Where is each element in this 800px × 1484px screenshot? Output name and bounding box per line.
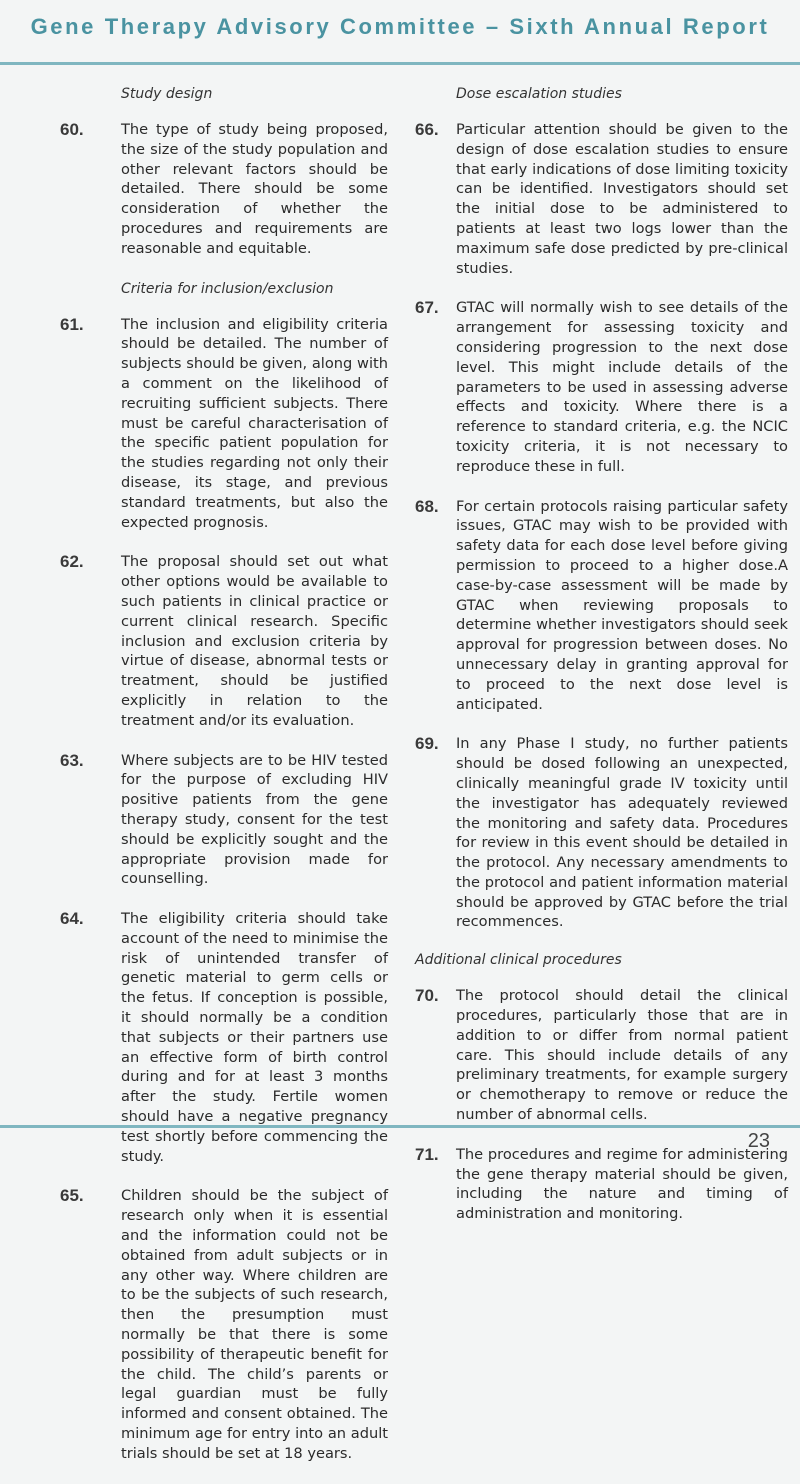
section-heading: Additional clinical procedures (415, 952, 622, 969)
paragraph-text: GTAC will normally wish to see details of the arrangement for assessing toxicity and considering progression to the next dose level. This might include details of the parameters to be used in assessing adverse effects and toxicity. Where there is a reference to standard criteria, e.g. the NCIC toxicity criteria, it is not necessary to reproduce these in full. (456, 299, 788, 475)
paragraph-number: 65. (60, 1186, 84, 1206)
paragraph-number: 70. (415, 986, 439, 1006)
report-header: Gene Therapy Advisory Committee – Sixth Annual Report (30, 14, 770, 39)
page-number: 23 (747, 1130, 770, 1152)
paragraph-text: For certain protocols raising particular safety issues, GTAC may wish to be provided with safety data for each dose level before giving permission to proceed to a higher dose.A case-by-case assessment will be made by GTAC when reviewing proposals to determine whether investigators should seek approval for progression between doses. No unnecessary delay in granting approval for to proceed to the next dose level is anticipated. (456, 497, 788, 713)
paragraph-67 (415, 298, 788, 476)
paragraph-60 (60, 120, 388, 259)
paragraph-text: Children should be the subject of research only when it is essential and the information could not be obtained from adult subjects or in any other way. Where children are to be the subjects of such research, then the presumption must normally be that there is some possibility of therapeutic benefit for the child. The child’s parents or legal guardian must be fully informed and consent obtained. The minimum age for entry into an adult trials should be set at 18 years. (121, 1187, 388, 1462)
paragraph-text: The procedures and regime for administering the gene therapy material should be given, including the nature and timing of administration and monitoring. (456, 1145, 788, 1223)
paragraph-61 (60, 314, 388, 533)
paragraph-63 (60, 750, 388, 890)
paragraph-text: The proposal should set out what other options would be available to such patients in clinical practice or current clinical research. Specific inclusion and exclusion criteria by virtue of disease, abnormal tests or treatment, should be justified explicitly in relation to the treatment and/or its evaluation. (121, 553, 388, 729)
paragraph-number: 61. (60, 314, 84, 334)
paragraph-66 (415, 120, 788, 278)
paragraph-text: The inclusion and eligibility criteria should be detailed. The number of subjects should be given, along with a comment on the likelihood of recruiting sufficient subjects. There must be careful characterisation of the specific patient population for the studies regarding not only their disease, its stage, and previous standard treatments, but also the expected prognosis. (121, 315, 388, 531)
paragraph-text: The protocol should detail the clinical procedures, particularly those that are in addition to or differ from normal patient care. This should include details of any preliminary treatments, for example surgery or chemotherapy to remove or reduce the number of abnormal cells. (456, 987, 788, 1124)
paragraph-number: 60. (60, 120, 84, 139)
paragraph-number: 68. (415, 496, 439, 516)
section-heading: Criteria for inclusion/exclusion (121, 280, 334, 297)
paragraph-text: The type of study being proposed, the size of the study population and other relevant factors should be detailed. There should be some consideration of whether the procedures and requirements are reasonable and equitable. (121, 121, 388, 257)
right-column (415, 86, 788, 1244)
paragraph-number: 64. (60, 909, 84, 929)
footer-rule (0, 1125, 800, 1128)
paragraph-62 (60, 552, 388, 730)
paragraph-text: In any Phase I study, no further patients should be dosed following an unexpected, clinically meaningful grade IV toxicity until the investigator has adequately reviewed the monitoring and safety data. Procedures for review in this event should be detailed in the protocol. Any necessary amendments to the protocol and patient information material should be approved by GTAC before the trial recommences. (456, 735, 788, 931)
section-heading: Dose escalation studies (456, 86, 622, 102)
paragraph-text: Particular attention should be given to the design of dose escalation studies to ensure that early indications of dose limiting toxicity can be identified. Investigators should set the initial dose to be administered to patients at least two logs lower than the maximum safe dose predicted by pre-clinical studies. (456, 121, 788, 277)
paragraph-number: 69. (415, 734, 439, 754)
paragraph-70 (415, 986, 788, 1125)
paragraph-65 (60, 1186, 388, 1463)
paragraph-text: The eligibility criteria should take account of the need to minimise the risk of unintended transfer of genetic material to germ cells or the fetus. If conception is possible, it should normally be a condition that subjects or their partners use an effective form of birth control during and for at least 3 months after the study. Fertile women should have a negative pregnancy test shortly before commencing the study. (121, 910, 388, 1165)
paragraph-number: 71. (415, 1144, 439, 1164)
paragraph-number: 63. (60, 750, 84, 770)
paragraph-69 (415, 734, 788, 932)
section-heading: Study design (121, 86, 213, 102)
paragraph-number: 66. (415, 120, 439, 139)
header-rule (0, 62, 800, 65)
paragraph-68 (415, 497, 788, 715)
left-column (60, 86, 388, 1484)
paragraph-number: 67. (415, 298, 439, 318)
paragraph-number: 62. (60, 552, 84, 572)
paragraph-text: Where subjects are to be HIV tested for the purpose of excluding HIV positive patients from the gene therapy study, consent for the test should be explicitly sought and the appropriate provision made for counselling. (121, 751, 388, 888)
